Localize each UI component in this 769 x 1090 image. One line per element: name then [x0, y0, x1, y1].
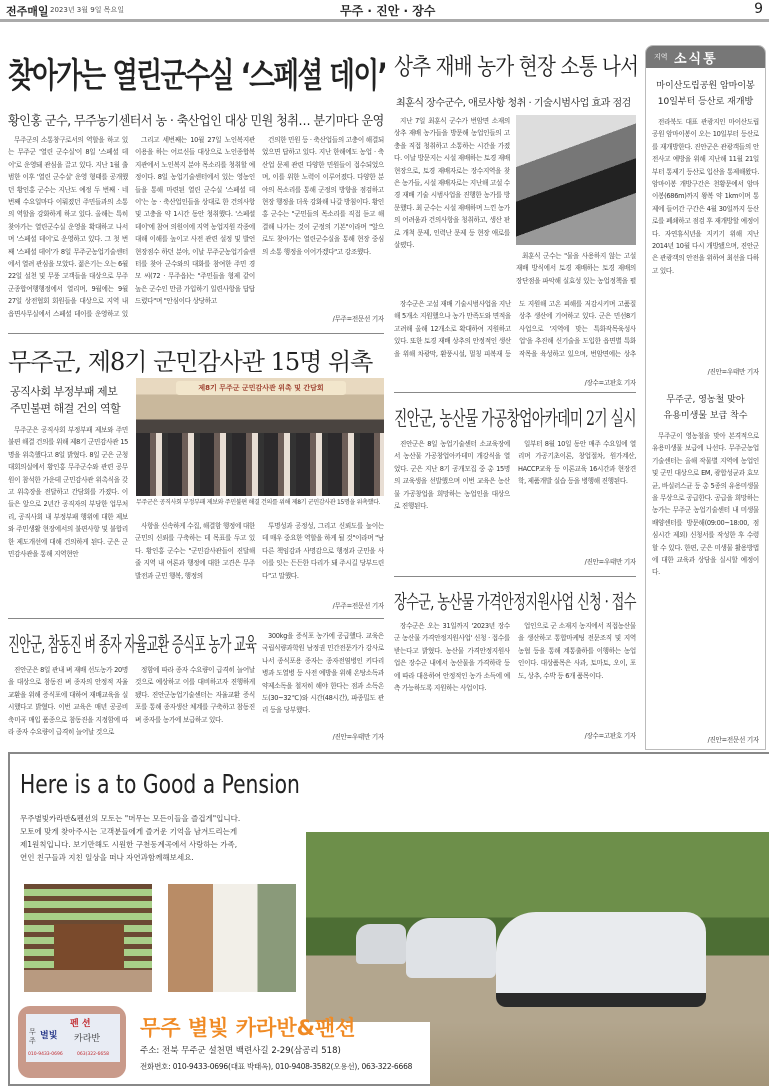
sign-text: 063)322-6658 — [77, 1052, 110, 1057]
pension-advertisement — [8, 752, 769, 1086]
caravan-photo — [306, 832, 769, 1022]
newspaper-name: 전주매일 — [6, 5, 49, 18]
pension-phone: 전화번호: 010-9433-0696(대표 박태옥), 010-9408-3582(오용선), 063-322-6668 — [140, 1062, 413, 1071]
sidebar-label-small: 지역 — [654, 53, 668, 61]
sidebar-label-big: 소식통 — [674, 52, 718, 67]
interior-photo — [168, 884, 296, 992]
article6-col2: 업인으로 군 소재지 농지에서 직접농산물을 생산하고 통합마케팅 전문조직 및 지역농협 등을 통해 계통출하를 이행하는 농업인이다. 대상품목은 사과, 토마토, 오이, 포도, 상추, 수박 등 6개 품목이다. — [518, 622, 636, 680]
photo-people — [136, 433, 384, 496]
page-header — [0, 0, 769, 22]
article6-headline: 장수군, 농산물 가격안정지원사업 신청 · 접수 — [394, 591, 636, 613]
intro-line: 제1원칙입니다. 보기만해도 시원한 구천동계곡에서 사랑하는 가족, — [20, 840, 238, 849]
sidebar-news1-title — [646, 78, 765, 110]
pension-sign-logo — [18, 1006, 126, 1078]
article3-col3: 300kg을 증식포 농가에 공급했다. 교육은 국립식량과학원 남정권 민간전문가가 강사로 나서 종식포용 종자는 종자전염병인 키다리병과 도열병 등 사전 예방을 위해 온탕소독과 약제소독을 철저히 해야 한다는 점과 소독온도(30~32℃)와 시간(48시간), 파종밀도 관리 등을 당부했다. — [262, 632, 384, 715]
ad-title: Here is a to Good a Pension — [20, 770, 300, 800]
intro-line: 연인 친구들과 지친 일상을 떠나 자연과함께해보세요. — [20, 853, 194, 862]
local-news-sidebar — [645, 45, 766, 750]
article4-headline: 상추 재배 농가 현장 소통 나서 — [394, 54, 639, 80]
article3-col1: 진안군은 8일 관내 벼 재배 선도농가 20명을 대상으로 참동진 벼 종자의 안정적 자율교환을 위해 증식포에 대하여 재배교육을 실시했다고 밝혔다. 이번 교육은 매년 공공비축미곡 매입 품종으로 참동진을 지정함에 따라 종자 수요량이 급격히 늘어날 것으로 — [8, 666, 128, 737]
ad-intro — [20, 812, 240, 864]
sidebar-news2-title — [646, 392, 765, 424]
sidebar-header — [646, 46, 765, 68]
article2-photo — [136, 378, 384, 496]
divider — [394, 392, 636, 393]
article2-byline: /무주=전문선 기자 — [332, 602, 384, 610]
divider — [8, 333, 384, 334]
caravan — [406, 918, 496, 978]
sign-text: 무 — [29, 1028, 36, 1036]
article3-col2: 정함에 따라 종자 수요량이 급격히 늘어날 것으로 예상하고 이를 대비하고자 진행하게 됐다. 진안군농업기술센터는 자율교환 증식포를 통해 종자생산 체계를 구축하고 참동진 벼 종자를 농가에 보급하고 있다. — [135, 666, 255, 724]
article4-col1: 지난 7일 최훈식 군수가 번암면 소재의 상추 재배 농가들을 방문해 농업인들의 고충을 직접 청취하고 소통하는 시간을 가졌다. 이날 방문지는 시설 재배하는 토경 재배 현장으로, 토경 재배자로는 장수지역을 찾은 농가들, 시설 재배자로는 지난해 고설 수경 재배 기술 시범사업을 진행한 농가를 방문했다. 최 군수는 시설 재배하며 느낀 농가의 어려움과 건의사항을 청취하고, 생산 판로 개척 문제, 인력난 문제 등 현장 애로를 살폈다. — [394, 117, 510, 250]
divider — [394, 576, 636, 577]
article4-photo — [516, 115, 636, 245]
article6-col1: 장수군은 오는 31일까지 '2023년 장수군 농산물 가격안정지원사업' 신청 · 접수를 받는다고 밝혔다. 농산물 가격안정지원사업은 장수군 내에서 농산물을 가격하락 등에 따라 대응하여 안정적인 농가 소득에 예측 가능하도록 지원하는 사업이다. — [394, 622, 510, 693]
ground-photo — [430, 1022, 769, 1086]
article1-byline: /무주=전문선 기자 — [332, 315, 384, 323]
article4-col2: 최훈식 군수는 "물을 사용하지 않는 고설 재배 방식에서 토경 재배하는 토경 재배의 장단점을 파악해 실효성 있는 농업정책을 펼 — [516, 252, 636, 285]
article6-byline: /장수=고판호 기자 — [584, 732, 636, 740]
title-line: 유용미생물 보급 착수 — [663, 411, 748, 421]
article2-caption: 무주군은 공직사회 부정부패 제보와 주민불편 해결 건의를 위해 제8기 군민감사관 15명을 위촉했다. — [136, 499, 381, 506]
article5-col2: 일부터 8월 10일 동안 매주 수요일에 열리며 가공기초이론, 창업절차, 원가계산, HACCP교육 등 이론교육 16시간과 현장견학, 제품개발 실습 등을 병행해 진행된다. — [518, 440, 636, 486]
sidebar-news2-byline: /진안=전문선 기자 — [707, 736, 759, 744]
photo-banner: 제8기 무주군 군민감사관 위촉 및 간담회 — [176, 381, 346, 395]
article4-subhead: 최훈식 장수군수, 애로사항 청취 · 기술시범사업 효과 점검 — [396, 98, 631, 109]
sign-text: 010-9433-0696 — [28, 1052, 63, 1057]
sign-board — [26, 1014, 120, 1062]
sidebar-news1-byline: /진안=우태만 기자 — [707, 368, 759, 376]
deck-floor — [24, 970, 152, 992]
divider — [8, 618, 384, 619]
article2-subhead-2: 주민불편 해결 건의 역할 — [10, 402, 121, 415]
intro-line: 모토에 맞게 찾아주시는 고객분들에게 즐거운 기억을 남겨드리는게 — [20, 827, 238, 836]
article5-byline: /진안=우태만 기자 — [584, 558, 636, 566]
sign-text: 펜 션 — [70, 1019, 91, 1029]
title-line: 무주군, 영농철 맞아 — [666, 395, 745, 405]
article2-col2: 사항을 신속하게 수집, 해결함 행정에 대한 군민의 신뢰를 구축하는 데 목표를 두고 있다. 황인홍 군수는 "군민감사관들이 진달해 줄 지역 내 여론과 행정에 대한 고견은 무주발전과 군민 행복, 행정의 — [135, 522, 255, 580]
article2-col3: 투명성과 공정성, 그리고 신뢰도를 높이는데 매우 중요한 역할을 하게 될 것"이라며 "남다른 책임감과 사명감으로 행정과 군민을 사이를 잇는 든든한 다리가 돼 주시길 당부드린다"고 말했다. — [262, 522, 384, 580]
pension-address: 주소: 전북 무주군 설천면 백련사길 2-29(삼공리 518) — [140, 1046, 341, 1056]
title-line: 10일부터 등산로 재개방 — [657, 97, 754, 107]
article3-headline: 진안군, 참동진 벼 종자 자율교환 증식포 농가 교육 — [8, 632, 257, 656]
sign-text: 별빛 — [40, 1031, 58, 1041]
article1-headline: 찾아가는 열린군수실 ‘스페셜 데이’ — [8, 56, 387, 96]
caravan — [356, 924, 406, 964]
article1-col3: 건의한 민원 등 · 축산업들의 고충이 해결되었으면 답하고 있다. 지난 한해에도 농업 · 축산업 문제 관련 다양한 민원들이 접수되었으며, 이를 위한 노력이 이루어졌다. 다양한 분야의 목소리를 통해 군정의 방향을 점검하고 현장 행정을 더욱 강화해 나갈 방침이다. 황인홍 군수는 "군민들의 목소리를 직접 듣고 해결해 나가는 것이 군정의 기본"이라며 "앞으로도 찾아가는 열린군수실을 통해 현장 중심의 소통 행정을 이어가겠다"고 강조했다. — [262, 136, 384, 256]
article2-col1: 무주군은 공직사회 부정부패 제보와 주민불편 해결 건의를 위해 제8기 군민감사관 15명을 위촉했다고 8일 밝혔다. 8일 군은 군청 대회의실에서 황인홍 무주군수와 관련 공무원이 참석한 가운데 군민감사관 위촉식을 갖고 위촉장을 전달하고 간담회를 가졌다. 이들은 앞으로 2년간 공직자의 부당한 업무처리, 공직사회 내 부정부패 행위에 대한 제보와 주민생활 현장에서의 불편사항 및 불합리한 제도개선에 대해 건의하게 된다. 군은 군민감사관을 통해 지역현안 — [8, 426, 128, 559]
section-title: 무주 · 진안 · 장수 — [340, 4, 436, 18]
page-number: 9 — [754, 1, 763, 17]
sign-text: 주 — [29, 1037, 36, 1045]
picnic-table — [54, 924, 124, 974]
article1-col2: 그리고 세번째는 10월 27일 노인복지관 이용을 하는 어르신들 대상으로 노인종합복지관에서 노인복지 분야 목소리를 청취할 예정이다. 8일 농업기술센터에서 있는 영농인들을 통해 마련된 열린 군수실 '스페셜 데이'는 농 · 축산업인들을 상대로 한 건의사항 및 고충을 약 1시간 동안 청취했다. '스페셜 데이'에 참여 의원이에 지역 농업지원 각종에 대해 이해를 높이고 사전 관련 설정 및 발언 현장점수 하던 분야, 이날 무주군농업기술센터를 찾아 군수와의 대화를 참여한 주민 경 모 씨(72 · 무주읍)는 "주민들을 형제 같이 높은 군수인 만큼 가입하기 일련사항을 답답드렸다"며 "안심이다 상당하고 — [135, 136, 255, 306]
picnic-table-photo — [24, 884, 152, 992]
issue-date: 2023년 3월 9일 목요일 — [50, 6, 124, 14]
article3-byline: /진안=우태만 기자 — [332, 733, 384, 741]
article1-col1: 무주군의 소통창구로서의 역할을 하고 있는 무주군 '열린 군수실'이 8일 '스페셜 데이'로 운영돼 관심을 끌고 있다. 지난 1월 출범한 이후 '열린 군수실' 운영 형태를 공개했던 황인홍 군수는 지난도 예정 두 번째 · 네 번째 수요일마다 이뤄졌던 주민들과의 소통의 역할을 강화하게 하고 있다. 올해는 특히 찾아가는 열린군수실 운영을 확대하고 나서며 '스페셜 데이'로 운영하고 있다. 그 첫 번째 '스페셜 데이'가 8일 무주군농업기술센터에서 열려 관심을 모았다. 젊은기는 오는 6월 22일 설천 및 무풍 고객들을 대상으로 무주군종합여행행정에서 열리며, 9월에는 9월 27일 상전협회 회원들을 대상으로 지역 내 읍면사무실에서 스페셜 데이를 운영하고 있 — [8, 136, 128, 318]
title-line: 마이산도립공원 암마이봉 — [656, 81, 755, 91]
article2-subhead-1: 공직사회 부정부패 제보 — [10, 385, 118, 398]
article4-byline: /장수=고판호 기자 — [584, 379, 636, 387]
pension-name: 무주 별빛 카라반&팬션 — [140, 1016, 356, 1040]
sign-text: 카라반 — [74, 1034, 101, 1044]
caravan — [496, 912, 706, 1007]
article1-subhead: 황인홍 군수, 무주농기센터서 농 · 축산업인 대상 민원 청취… 분기마다 운영 — [8, 114, 384, 129]
article2-headline: 무주군, 제8기 군민감사관 15명 위촉 — [8, 348, 373, 376]
article5-col1: 진안군은 8일 농업기술센터 소교육장에서 농산물 가공창업아카데미 개강식을 열었다. 군은 지난 8기 공개모집 중 총 15명의 교육생을 선발했으며 이번 교육은 농산물 가공창업을 희망하는 농업인을 대상으로 진행된다. — [394, 440, 510, 511]
sidebar-news2-body: 무주군이 영농철을 맞아 본격적으로 유용미생물 보급에 나선다. 무주군농업기술센터는 올해 작물별 지역에 농업인 및 군민 대상으로 EM, 광합성균과 효모균, 바실러스균 등 총 5종의 유용미생물을 무상으로 공급한다. 공급을 희망하는 농가는 무주군 농업기술센터 내 미생물배양센터를 방문해(09:00~18:00, 점심시간 제외) 신청서를 작성한 후 수령할 수 있다. 한편, 군은 미생물 활용방법에 대한 교육과 상담을 실시할 예정이다. — [652, 432, 759, 577]
article4-col3: 장수군은 고설 재배 기술시범사업을 지난해 5개소 지원했으나 농가 만족도와 면적을 고려해 올해 12개소로 확대하여 지원하고 있다. 또한 토경 재배 상추의 안정적인 생산을 위해 차광막, 환풍시설, 멀칭 피복재 등도 지원해 고온 피해를 저감시키며 고품질 상추 생산에 기여하고 있다. 군은 민선8기 사업으로 '지역에 맞는 특화작목육성사업'을 추진해 신기술을 도입한 읍면별 특화작목을 육성하고 있으며, 번암면에는 상추 — [394, 300, 636, 358]
intro-line: 무주별빛카라반&펜션의 모토는 "머무는 모든이들을 즐겁게"입니다. — [20, 814, 241, 823]
article5-headline: 진안군, 농산물 가공창업아카데미 2기 실시 — [394, 406, 636, 430]
sidebar-news1-body: 전라북도 대표 관광지인 마이산도립공원 암마이봉이 오는 10일부터 등산로를 재개방한다. 진안군은 관광객들의 안전사고 예방을 위해 지난해 11월 21일부터 통제기 등산로 입산을 통제해왔다. 암마이봉 개방구간은 천황문에서 암마이봉(686m)까지 왕복 약 1km이며 통제에 들어간 구간은 4월 30일까지 등산로를 폐쇄하고 점검 후 재개방할 예정이다. 자연휴식년을 지키기 위해 지난 2014년 10월 다시 개방됐으며, 진안군은 관광객의 안전을 위하여 최선을 다하고 있다. — [652, 118, 759, 275]
